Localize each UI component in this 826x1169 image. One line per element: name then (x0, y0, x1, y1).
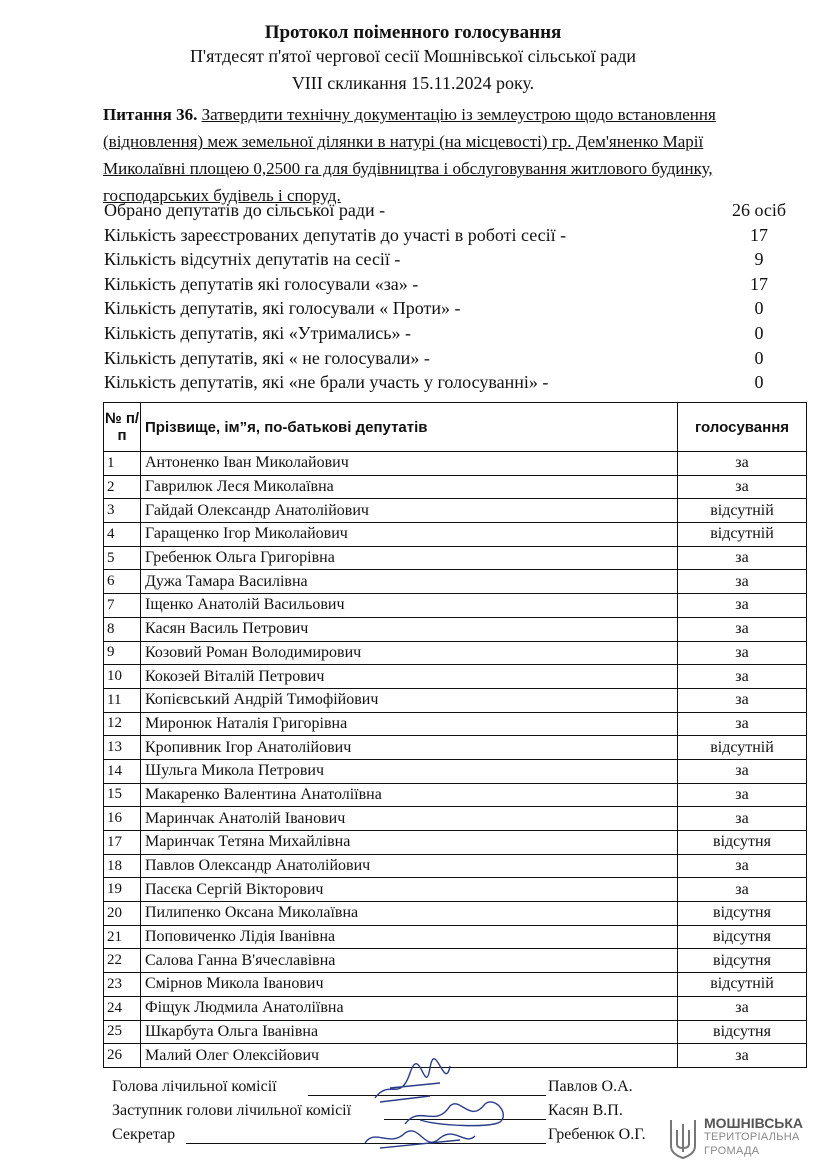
votes-table (103, 402, 807, 1068)
deputy-name: Пасєка Сергій Вікторович (141, 878, 678, 902)
deputy-name: Гаращенко Ігор Миколайович (141, 523, 678, 547)
vote-value: за (678, 783, 807, 807)
trident-icon (668, 1116, 698, 1160)
stat-label: Кількість відсутніх депутатів на сесії - (104, 249, 401, 270)
table-row (104, 570, 807, 594)
signatory-name: Гребенюк О.Г. (548, 1126, 646, 1143)
row-number: 4 (104, 523, 141, 547)
stat-label: Кількість депутатів, які «не брали участь у голосуванні» - (104, 372, 549, 393)
stat-row (104, 296, 804, 321)
deputy-name: Малий Олег Олексійович (141, 1044, 678, 1068)
table-row (104, 712, 807, 736)
row-number: 3 (104, 499, 141, 523)
vote-value: відсутня (678, 902, 807, 926)
deputy-name: Копієвський Андрій Тимофійович (141, 688, 678, 712)
vote-value: відсутня (678, 949, 807, 973)
vote-value: за (678, 688, 807, 712)
stat-row (104, 321, 804, 346)
vote-value: за (678, 546, 807, 570)
vote-value: за (678, 475, 807, 499)
signatory-name: Павлов О.А. (548, 1078, 633, 1095)
vote-value: відсутній (678, 499, 807, 523)
row-number: 17 (104, 831, 141, 855)
vote-value: відсутня (678, 831, 807, 855)
vote-value: відсутній (678, 736, 807, 760)
signature-role: Секретар (112, 1126, 176, 1143)
stat-row (104, 272, 804, 297)
deputy-name: Пилипенко Оксана Миколаївна (141, 902, 678, 926)
table-row (104, 499, 807, 523)
vote-value: відсутній (678, 973, 807, 997)
stat-value: 0 (754, 347, 764, 368)
row-number: 26 (104, 1044, 141, 1068)
table-row (104, 523, 807, 547)
row-number: 13 (104, 736, 141, 760)
table-row (104, 1020, 807, 1044)
row-number: 22 (104, 949, 141, 973)
stat-row (104, 223, 804, 248)
deputy-name: Іщенко Анатолій Васильович (141, 594, 678, 618)
vote-value: за (678, 712, 807, 736)
deputy-name: Шкарбута Ольга Іванівна (141, 1020, 678, 1044)
deputy-name: Поповиченко Лідія Іванівна (141, 925, 678, 949)
stat-row (104, 346, 804, 371)
row-number: 21 (104, 925, 141, 949)
vote-value: за (678, 570, 807, 594)
vote-value: за (678, 452, 807, 476)
signatory-name: Касян В.П. (548, 1102, 623, 1119)
vote-value: за (678, 594, 807, 618)
deputy-name: Макаренко Валентина Анатоліївна (141, 783, 678, 807)
row-number: 8 (104, 617, 141, 641)
table-row (104, 688, 807, 712)
protocol-title: Протокол поіменного голосування (264, 22, 562, 43)
deputy-name: Гайдай Олександр Анатолійович (141, 499, 678, 523)
row-number: 6 (104, 570, 141, 594)
logo-line1: МОШНІВСЬКА (704, 1115, 804, 1131)
vote-value: за (678, 996, 807, 1020)
signature-scribble (360, 1118, 480, 1158)
deputy-name: Павлов Олександр Анатолійович (141, 854, 678, 878)
vote-value: відсутній (678, 523, 807, 547)
stat-label: Обрано депутатів до сільської ради - (104, 200, 386, 220)
row-number: 7 (104, 594, 141, 618)
stat-value: 0 (754, 298, 764, 319)
vote-value: за (678, 878, 807, 902)
stat-label: Кількість депутатів які голосували «за» - (104, 273, 419, 294)
row-number: 14 (104, 759, 141, 783)
question-block (103, 101, 783, 209)
table-row (104, 807, 807, 831)
vote-value: відсутня (678, 925, 807, 949)
deputy-name: Гребенюк Ольга Григорівна (141, 546, 678, 570)
vote-value: за (678, 807, 807, 831)
stat-value: 17 (750, 273, 768, 294)
deputy-name: Касян Василь Петрович (141, 617, 678, 641)
table-row (104, 973, 807, 997)
row-number: 25 (104, 1020, 141, 1044)
session-subtitle: П'ятдесят п'ятої чергової сесії Мошнівської сільської ради (189, 46, 637, 66)
header-vote: голосування (678, 403, 807, 452)
deputy-name: Шульга Микола Петрович (141, 759, 678, 783)
deputy-name: Маринчак Анатолій Іванович (141, 807, 678, 831)
vote-statistics (104, 198, 804, 395)
stat-row (104, 370, 804, 395)
deputy-name: Маринчак Тетяна Михайлівна (141, 831, 678, 855)
row-number: 20 (104, 902, 141, 926)
logo-line3: ГРОМАДА (704, 1145, 760, 1157)
row-number: 10 (104, 665, 141, 689)
header-name: Прізвище, ім”я, по-батькові депутатів (141, 403, 678, 452)
table-row (104, 759, 807, 783)
table-row (104, 736, 807, 760)
row-number: 1 (104, 452, 141, 476)
table-row (104, 783, 807, 807)
question-label: Питання 36. (103, 105, 198, 124)
table-row (104, 902, 807, 926)
vote-value: за (678, 641, 807, 665)
table-row (104, 996, 807, 1020)
table-row (104, 475, 807, 499)
deputy-name: Миронюк Наталія Григорівна (141, 712, 678, 736)
signature-role: Заступник голови лічильної комісії (112, 1102, 352, 1119)
row-number: 11 (104, 688, 141, 712)
stat-row (104, 247, 804, 272)
stat-value: 0 (754, 372, 764, 393)
vote-value: за (678, 1044, 807, 1068)
header-number: № п/п (104, 403, 141, 452)
deputy-name: Антоненко Іван Миколайович (141, 452, 678, 476)
row-number: 12 (104, 712, 141, 736)
stat-value: 17 (750, 224, 768, 245)
deputy-name: Дужа Тамара Василівна (141, 570, 678, 594)
row-number: 24 (104, 996, 141, 1020)
question-text: Затвердити технічну документацію із землеустрою щодо встановлення (відновлення) меж земельної ділянки в натурі (на місцевості) гр. Дем'яненко Марії Миколаївні площею 0,2500 га для будівництва і обслуговування житлового будинку, господарських будівель і споруд. (103, 105, 716, 205)
row-number: 9 (104, 641, 141, 665)
stat-value: 26 осіб (731, 200, 787, 220)
stat-value: 0 (754, 322, 764, 343)
table-row (104, 617, 807, 641)
table-row (104, 452, 807, 476)
row-number: 23 (104, 973, 141, 997)
deputy-name: Смірнов Микола Іванович (141, 973, 678, 997)
table-row (104, 665, 807, 689)
table-row (104, 594, 807, 618)
vote-value: за (678, 854, 807, 878)
row-number: 16 (104, 807, 141, 831)
vote-value: за (678, 759, 807, 783)
logo-line2: ТЕРИТОРІАЛЬНА (704, 1131, 800, 1143)
deputy-name: Салова Ганна В'ячеславівна (141, 949, 678, 973)
row-number: 18 (104, 854, 141, 878)
table-row (104, 854, 807, 878)
stat-row (104, 198, 804, 223)
table-row (104, 641, 807, 665)
row-number: 19 (104, 878, 141, 902)
deputy-name: Гаврилюк Леся Миколаївна (141, 475, 678, 499)
table-row (104, 546, 807, 570)
table-row (104, 949, 807, 973)
stat-value: 9 (754, 249, 764, 270)
deputy-name: Кокозей Віталій Петрович (141, 665, 678, 689)
deputy-name: Кропивник Ігор Анатолійович (141, 736, 678, 760)
table-row (104, 831, 807, 855)
table-row (104, 878, 807, 902)
stat-label: Кількість депутатів, які « не голосували» - (104, 347, 430, 368)
vote-value: відсутня (678, 1020, 807, 1044)
row-number: 2 (104, 475, 141, 499)
table-row (104, 925, 807, 949)
vote-value: за (678, 617, 807, 641)
community-logo (668, 1116, 818, 1162)
deputy-name: Фіщук Людмила Анатоліївна (141, 996, 678, 1020)
row-number: 15 (104, 783, 141, 807)
convocation-date: VIII скликання 15.11.2024 року. (291, 73, 535, 93)
signature-role: Голова лічильної комісії (112, 1078, 277, 1095)
stat-label: Кількість депутатів, які голосували « Проти» - (104, 298, 461, 319)
stat-label: Кількість депутатів, які «Утримались» - (104, 322, 411, 343)
stat-label: Кількість зареєстрованих депутатів до участі в роботі сесії - (104, 224, 567, 245)
table-header-row (104, 403, 807, 452)
deputy-name: Козовий Роман Володимирович (141, 641, 678, 665)
vote-value: за (678, 665, 807, 689)
row-number: 5 (104, 546, 141, 570)
